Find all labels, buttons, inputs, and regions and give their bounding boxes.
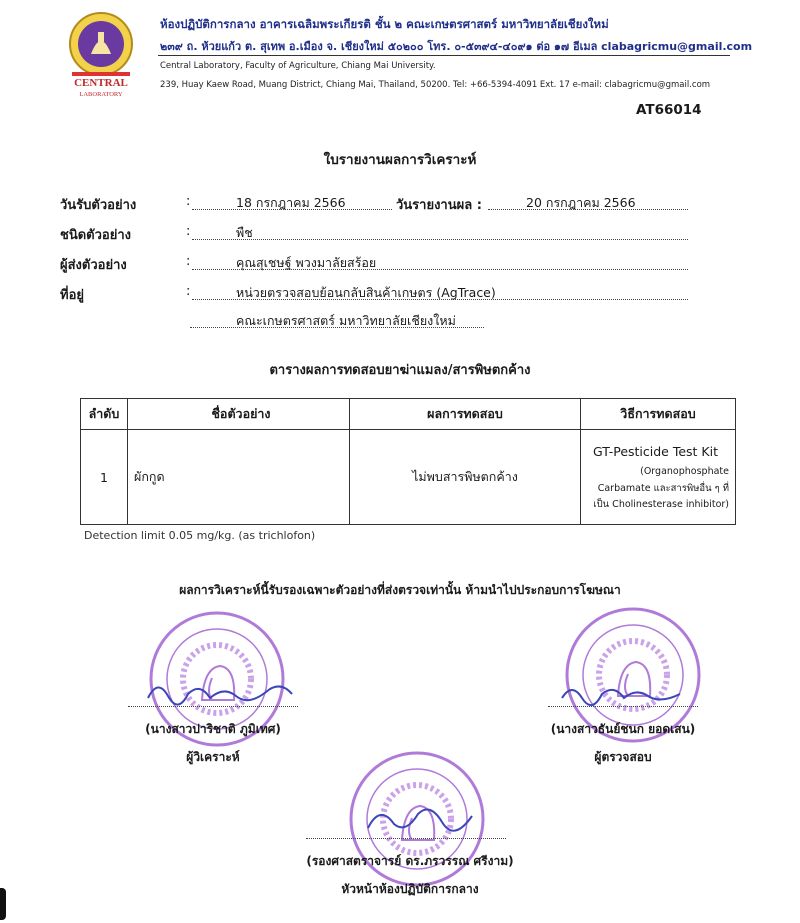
disclaimer: ผลการวิเคราะห์นี้รับรองเฉพาะตัวอย่างที่ส่งตรวจเท่านั้น ห้ามนำไปประกอบการโฆษณา: [179, 583, 621, 597]
results-table: [80, 398, 736, 525]
table-row: [81, 430, 736, 525]
method-title: GT-Pesticide Test Kit: [592, 444, 718, 460]
lab-name-english: Central Laboratory, Faculty of Agriculture, Chiang Mai University.: [160, 61, 436, 71]
report-date-label: วันรายงานผล :: [396, 198, 482, 213]
inspector-role: ผู้ตรวจสอบ: [594, 750, 652, 764]
head-role: หัวหน้าห้องปฏิบัติการกลาง: [341, 882, 479, 896]
method-line-3: เป็น Cholinesterase inhibitor): [593, 498, 729, 510]
row-method: [581, 430, 736, 525]
head-name: (รองศาสตราจารย์ ดร.ภรวรรณ ศรีงาม): [306, 854, 514, 868]
page-corner-tab: [0, 888, 6, 920]
report-title: ใบรายงานผลการวิเคราะห์: [323, 152, 477, 168]
method-line-2: Carbamate และสารพิษอื่น ๆ ที่: [597, 482, 729, 494]
header-divider: [158, 55, 730, 56]
report-date-value: 20 กรกฎาคม 2566: [526, 195, 636, 210]
table-header-row: [81, 399, 736, 430]
inspector-signature-line: [548, 706, 698, 707]
address-label: ที่อยู่: [60, 288, 84, 303]
method-line-1: (Organophosphate: [640, 466, 729, 478]
row-sample-name: ผักกูด: [128, 430, 350, 525]
row-result: ไม่พบสารพิษตกค้าง: [350, 430, 581, 525]
colon: :: [186, 284, 191, 299]
lab-name-thai: ห้องปฏิบัติการกลาง อาคารเฉลิมพระเกียรติ ชั้น ๒ คณะเกษตรศาสตร์ มหาวิทยาลัยเชียงใหม่: [160, 17, 609, 31]
address-line-1: หน่วยตรวจสอบย้อนกลับสินค้าเกษตร (AgTrace): [236, 285, 496, 300]
sample-type-value: พืช: [236, 225, 253, 240]
header-method: วิธีการทดสอบ: [581, 399, 736, 430]
colon: :: [186, 254, 191, 269]
central-laboratory-logo: [58, 10, 144, 100]
analyst-name: (นางสาวปาริชาติ ภูมิเทศ): [145, 722, 281, 736]
inspector-name: (นางสาวธันย์ชนก ยอดเสน): [550, 722, 696, 736]
svg-text:LABORATORY: LABORATORY: [79, 91, 123, 98]
table-title: ตารางผลการทดสอบยาฆ่าแมลง/สารพิษตกค้าง: [269, 363, 531, 378]
colon: :: [186, 224, 191, 239]
document-number: AT66014: [636, 102, 702, 118]
received-date-value: 18 กรกฎาคม 2566: [236, 195, 346, 210]
svg-text:CENTRAL: CENTRAL: [74, 77, 128, 89]
lab-address-thai: ๒๓๙ ถ. ห้วยแก้ว ต. สุเทพ อ.เมือง จ. เชียงใหม่ ๕๐๒๐๐ โทร. ๐-๕๓๙๔-๔๐๙๑ ต่อ ๑๗ อีเมล clabagricmu@gmail.com: [160, 40, 753, 53]
lab-address-english: 239, Huay Kaew Road, Muang District, Chiang Mai, Thailand, 50200. Tel: +66-5394-4091 Ext. 17 e-mail: clabagricmu@gmail.com: [160, 80, 711, 90]
sender-value: คุณสุเชษฐ์ พวงมาลัยสร้อย: [236, 255, 377, 270]
row-number: 1: [81, 430, 128, 525]
analyst-signature-line: [128, 706, 298, 707]
header-sample-name: ชื่อตัวอย่าง: [128, 399, 350, 430]
colon: :: [186, 194, 191, 209]
sender-label: ผู้ส่งตัวอย่าง: [60, 258, 127, 273]
address-line-2: คณะเกษตรศาสตร์ มหาวิทยาลัยเชียงใหม่: [236, 313, 456, 328]
header-result: ผลการทดสอบ: [350, 399, 581, 430]
head-signature: [360, 800, 480, 836]
detection-limit: Detection limit 0.05 mg/kg. (as trichlofon): [84, 529, 316, 542]
received-date-label: วันรับตัวอย่าง: [60, 198, 137, 213]
sample-type-label: ชนิดตัวอย่าง: [60, 228, 131, 243]
dotted-line: [192, 225, 688, 240]
analyst-role: ผู้วิเคราะห์: [186, 750, 240, 764]
head-signature-line: [306, 838, 506, 839]
header-number: ลำดับ: [81, 399, 128, 430]
